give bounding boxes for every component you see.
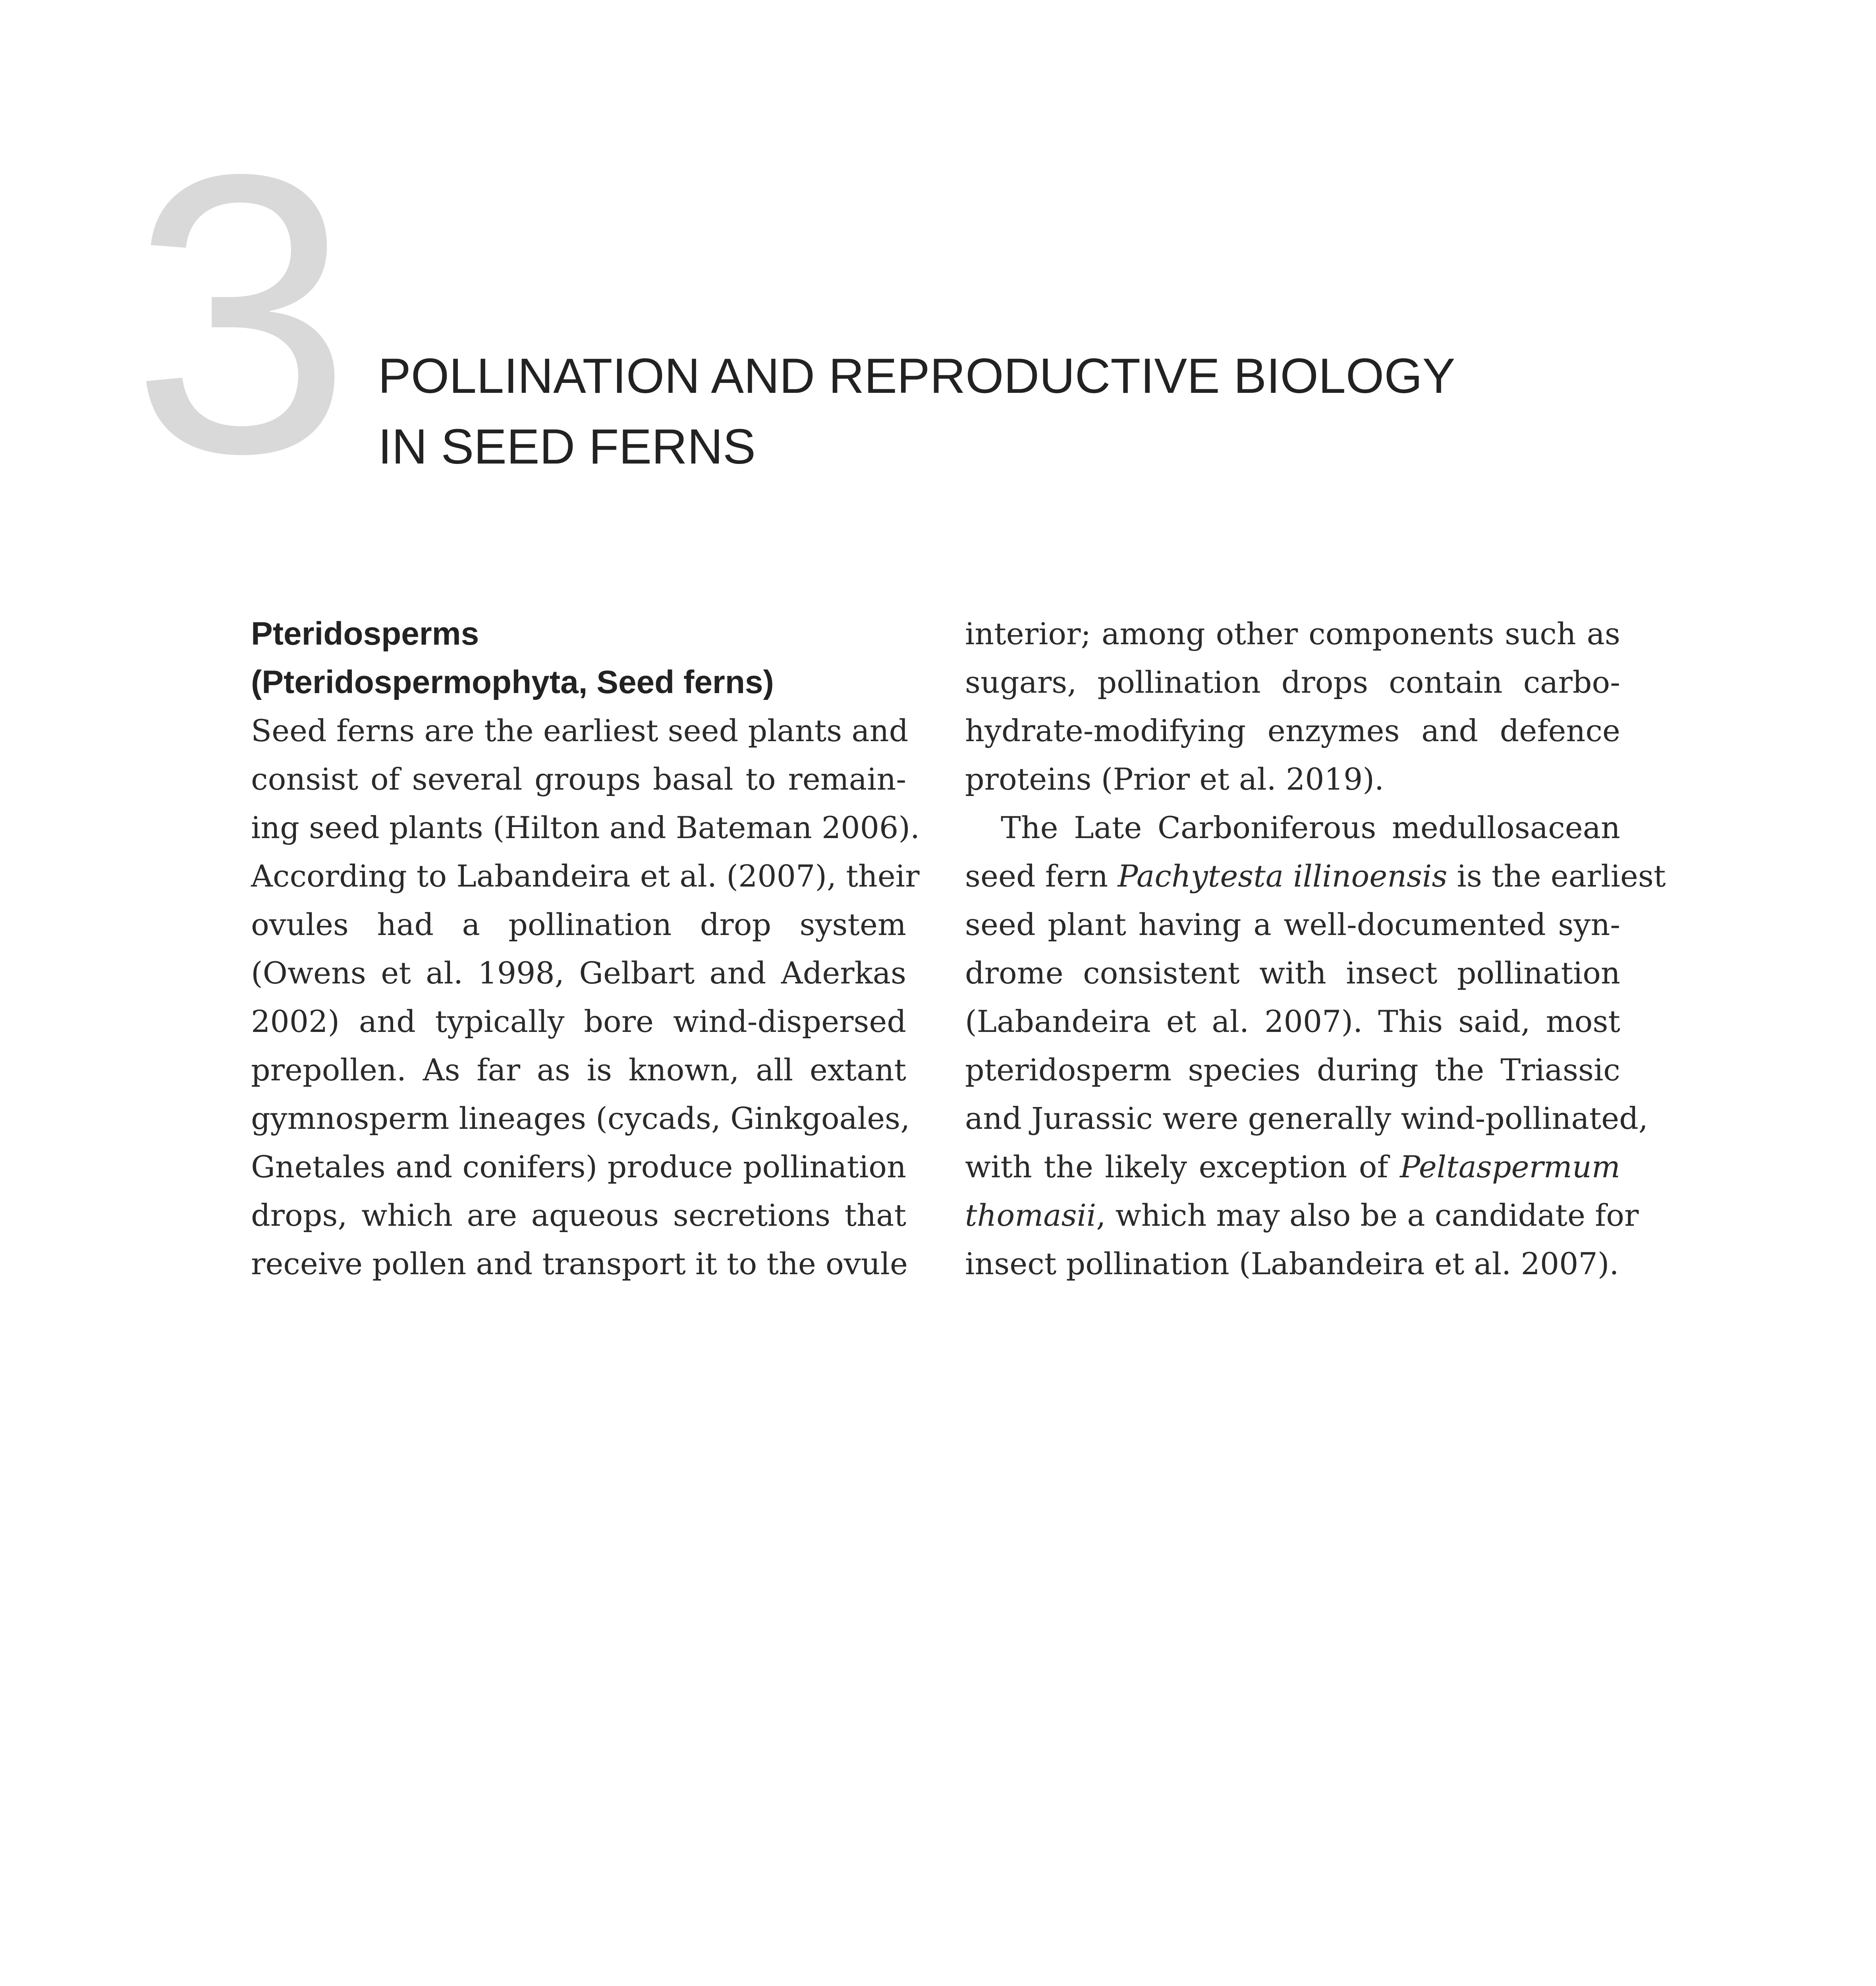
text-run: is the earliest [1447,858,1666,894]
body-line: insect pollination (Labandeira et al. 2007). [965,1246,1619,1281]
body-line [965,1191,1639,1240]
body-line: drops, which are aqueous secretions that [251,1198,906,1233]
body-line: pteridosperm species during the Triassic [965,1052,1620,1088]
species-name: Peltaspermum [1400,1149,1620,1184]
body-line: gymnosperm lineages (cycads, Ginkgoales, [251,1101,910,1136]
body-line: seed plant having a well-documented syn- [965,907,1620,942]
chapter-title-line: IN SEED FERNS [378,419,756,474]
body-line: 2002) and typically bore wind-dispersed [251,1004,906,1039]
paragraph-first-line: The Late Carboniferous medullosacean [1001,810,1620,845]
section-heading: Pteridosperms [251,616,479,652]
text-run: with the likely exception of [965,1149,1400,1184]
body-line: hydrate-modifying enzymes and defence [965,713,1620,748]
body-line: and Jurassic were generally wind-pollinated, [965,1101,1648,1136]
text-run: , which may also be a candidate for [1096,1198,1639,1233]
species-name: thomasii [965,1198,1096,1233]
chapter-number: 3 [131,92,352,535]
body-line [965,852,1666,900]
body-line: (Owens et al. 1998, Gelbart and Aderkas [251,955,906,991]
text-run: seed fern [965,858,1118,894]
left-column [251,610,920,1288]
body-line: (Labandeira et al. 2007). This said, most [965,1004,1620,1039]
section-heading-subtitle: (Pteridospermophyta, Seed ferns) [251,664,774,700]
chapter-title-line: POLLINATION AND REPRODUCTIVE BIOLOGY [378,349,1455,404]
body-line: drome consistent with insect pollination [965,955,1620,991]
body-line: consist of several groups basal to remain- [251,761,906,797]
body-line: ovules had a pollination drop system [251,907,906,942]
body-line: According to Labandeira et al. (2007), their [251,858,920,894]
body-line: proteins (Prior et al. 2019). [965,761,1384,797]
body-line: ing seed plants (Hilton and Bateman 2006). [251,810,920,845]
body-line: sugars, pollination drops contain carbo- [965,665,1620,700]
body-line [965,1143,1620,1191]
species-name: Pachytesta illinoensis [1117,858,1448,894]
body-line: Seed ferns are the earliest seed plants and [251,713,909,748]
right-column [965,610,1666,1288]
chapter-title [378,341,1689,482]
body-line: prepollen. As far as is known, all extant [251,1052,906,1088]
body-line: Gnetales and conifers) produce pollination [251,1149,906,1184]
body-line: interior; among other components such as [965,616,1620,651]
body-line: receive pollen and transport it to the ovule [251,1246,908,1281]
